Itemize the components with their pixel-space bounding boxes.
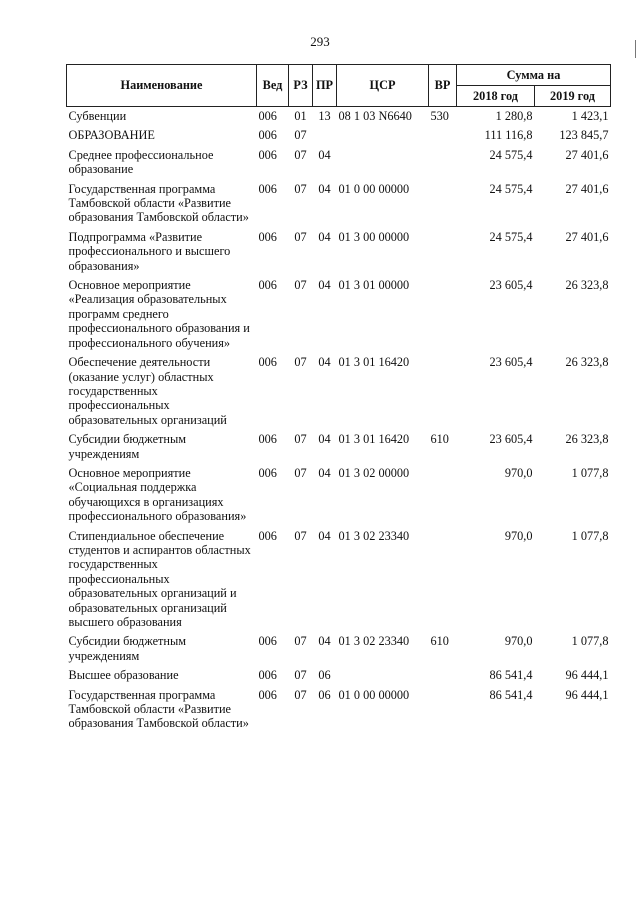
- row-rz-cell: 01: [294, 109, 307, 123]
- row-sum-2018-cell: 111 116,8: [484, 128, 533, 143]
- row-csr-cell: [337, 666, 429, 685]
- row-sum-2019-cell: 27 401,6: [565, 181, 609, 196]
- row-rz-cell: 07: [294, 229, 307, 244]
- row-ved-cell: 006: [258, 278, 277, 293]
- row-vr-cell: [429, 666, 457, 685]
- row-sum-2018-cell: 970,0: [504, 528, 533, 543]
- row-sum-2019-cell: 27 401,6: [565, 229, 609, 244]
- row-csr-cell: [337, 126, 429, 145]
- row-pr-cell: 06: [318, 687, 331, 702]
- row-name-cell: Высшее образование: [68, 668, 179, 683]
- row-pr-cell: 06: [318, 668, 331, 683]
- row-vr-cell: 530: [430, 109, 449, 123]
- row-name-cell: ОБРАЗОВАНИЕ: [68, 128, 155, 143]
- row-csr-cell: 01 3 02 23340: [338, 634, 410, 649]
- row-sum-2019-cell: 27 401,6: [565, 147, 609, 162]
- row-pr-cell: 04: [318, 147, 331, 162]
- budget-table: [66, 64, 611, 734]
- row-csr-cell: 08 1 03 N6640: [338, 109, 412, 123]
- row-vr-cell: [429, 228, 457, 276]
- row-sum-2019-cell: 96 444,1: [565, 668, 609, 683]
- row-ved-cell: 006: [258, 147, 277, 162]
- header-vr: ВР: [429, 65, 457, 107]
- table-row: [67, 353, 611, 430]
- row-pr-cell: 04: [318, 278, 331, 293]
- page-edge-mark: [635, 40, 636, 58]
- row-sum-2019-cell: 96 444,1: [565, 687, 609, 702]
- row-sum-2018-cell: 970,0: [504, 634, 533, 649]
- row-vr-cell: [429, 180, 457, 228]
- table-row: [67, 686, 611, 734]
- row-pr-cell: [313, 126, 337, 145]
- row-pr-cell: 04: [318, 465, 331, 480]
- row-sum-2019-cell: 1 077,8: [571, 465, 609, 480]
- header-sum-group: Сумма на: [457, 65, 611, 86]
- row-sum-2018-cell: 23 605,4: [489, 355, 533, 370]
- row-vr-cell: [429, 464, 457, 527]
- row-ved-cell: 006: [258, 109, 277, 123]
- row-rz-cell: 07: [294, 128, 307, 143]
- row-ved-cell: 006: [258, 634, 277, 649]
- header-ved: Вед: [257, 65, 289, 107]
- row-name-cell: Государственная программа Тамбовской области «Развитие образования Тамбовской области»: [68, 687, 249, 731]
- row-csr-cell: [337, 146, 429, 180]
- table-row: [67, 666, 611, 685]
- row-sum-2018-cell: 23 605,4: [489, 278, 533, 293]
- row-csr-cell: 01 3 01 00000: [338, 278, 410, 293]
- row-csr-cell: 01 3 02 00000: [338, 465, 410, 480]
- row-csr-cell: 01 3 00 00000: [338, 229, 410, 244]
- row-rz-cell: 07: [294, 687, 307, 702]
- row-sum-2019-cell: 1 423,1: [571, 109, 609, 123]
- row-sum-2019-cell: 26 323,8: [565, 355, 609, 370]
- row-sum-2018-cell: 970,0: [504, 465, 533, 480]
- table-row: [67, 464, 611, 527]
- header-pr: ПР: [313, 65, 337, 107]
- table-row: [67, 527, 611, 633]
- row-name-cell: Основное мероприятие «Социальная поддержка обучающихся в организациях профессионального образования»: [68, 465, 247, 524]
- row-sum-2018-cell: 23 605,4: [489, 432, 533, 447]
- row-pr-cell: 04: [318, 181, 331, 196]
- header-year-2019: 2019 год: [535, 86, 611, 107]
- row-vr-cell: [429, 686, 457, 734]
- row-rz-cell: 07: [294, 465, 307, 480]
- row-rz-cell: 07: [294, 634, 307, 649]
- row-rz-cell: 07: [294, 528, 307, 543]
- row-vr-cell: 610: [430, 432, 449, 447]
- row-pr-cell: 04: [318, 355, 331, 370]
- row-ved-cell: 006: [258, 687, 277, 702]
- row-ved-cell: 006: [258, 229, 277, 244]
- row-ved-cell: 006: [258, 465, 277, 480]
- row-csr-cell: 01 0 00 00000: [338, 687, 410, 702]
- row-ved-cell: 006: [258, 668, 277, 683]
- row-ved-cell: 006: [258, 355, 277, 370]
- table-body: [67, 107, 611, 734]
- row-sum-2019-cell: 1 077,8: [571, 634, 609, 649]
- row-csr-cell: 01 3 01 16420: [338, 355, 410, 370]
- row-name-cell: Подпрограмма «Развитие профессионального и высшего образования»: [68, 229, 231, 273]
- row-name-cell: Субсидии бюджетным учреждениям: [68, 432, 187, 461]
- row-sum-2018-cell: 86 541,4: [489, 668, 533, 683]
- row-name-cell: Государственная программа Тамбовской области «Развитие образования Тамбовской области»: [68, 181, 249, 225]
- row-sum-2018-cell: 24 575,4: [489, 181, 533, 196]
- page-number: 293: [310, 34, 330, 49]
- row-vr-cell: [429, 146, 457, 180]
- row-ved-cell: 006: [258, 181, 277, 196]
- table-row: [67, 180, 611, 228]
- row-vr-cell: [429, 527, 457, 633]
- table-row: [67, 430, 611, 464]
- row-sum-2019-cell: 123 845,7: [559, 128, 609, 143]
- row-vr-cell: [429, 126, 457, 145]
- row-ved-cell: 006: [258, 128, 277, 143]
- table-row: [67, 276, 611, 353]
- row-rz-cell: 07: [294, 355, 307, 370]
- header-year-2018: 2018 год: [457, 86, 535, 107]
- table-row: [67, 632, 611, 666]
- row-name-cell: Стипендиальное обеспечение студентов и аспирантов областных государственных профессиональных образовательных организаций и образовательных организаций высшего образования: [68, 528, 251, 629]
- row-sum-2018-cell: 86 541,4: [489, 687, 533, 702]
- row-pr-cell: 13: [318, 109, 331, 123]
- table-row: [67, 107, 611, 127]
- row-name-cell: Среднее профессиональное образование: [68, 147, 214, 177]
- row-pr-cell: 04: [318, 432, 331, 447]
- row-sum-2019-cell: 1 077,8: [571, 528, 609, 543]
- row-pr-cell: 04: [318, 634, 331, 649]
- row-pr-cell: 04: [318, 528, 331, 543]
- row-rz-cell: 07: [294, 278, 307, 293]
- table-row: [67, 228, 611, 276]
- row-csr-cell: 01 0 00 00000: [338, 181, 410, 196]
- row-vr-cell: [429, 276, 457, 353]
- row-rz-cell: 07: [294, 432, 307, 447]
- row-rz-cell: 07: [294, 181, 307, 196]
- row-name-cell: Обеспечение деятельности (оказание услуг) областных государственных профессиональных образовательных организаций: [68, 355, 227, 427]
- header-csr: ЦСР: [337, 65, 429, 107]
- row-ved-cell: 006: [258, 528, 277, 543]
- row-rz-cell: 07: [294, 147, 307, 162]
- row-name-cell: Субвенции: [68, 109, 127, 123]
- row-name-cell: Основное мероприятие «Реализация образовательных программ среднего профессионального образования и профессионального обучения»: [68, 278, 250, 350]
- row-pr-cell: 04: [318, 229, 331, 244]
- table-row: [67, 126, 611, 145]
- row-sum-2019-cell: 26 323,8: [565, 432, 609, 447]
- row-vr-cell: 610: [430, 634, 449, 649]
- row-sum-2019-cell: 26 323,8: [565, 278, 609, 293]
- row-vr-cell: [429, 353, 457, 430]
- row-csr-cell: 01 3 02 23340: [338, 528, 410, 543]
- row-sum-2018-cell: 1 280,8: [495, 109, 533, 123]
- row-rz-cell: 07: [294, 668, 307, 683]
- row-csr-cell: 01 3 01 16420: [338, 432, 410, 447]
- table-header: [67, 65, 611, 107]
- header-rz: РЗ: [289, 65, 313, 107]
- row-name-cell: Субсидии бюджетным учреждениям: [68, 634, 187, 663]
- row-sum-2018-cell: 24 575,4: [489, 229, 533, 244]
- table-row: [67, 146, 611, 180]
- row-sum-2018-cell: 24 575,4: [489, 147, 533, 162]
- header-name: Наименование: [67, 65, 257, 107]
- row-ved-cell: 006: [258, 432, 277, 447]
